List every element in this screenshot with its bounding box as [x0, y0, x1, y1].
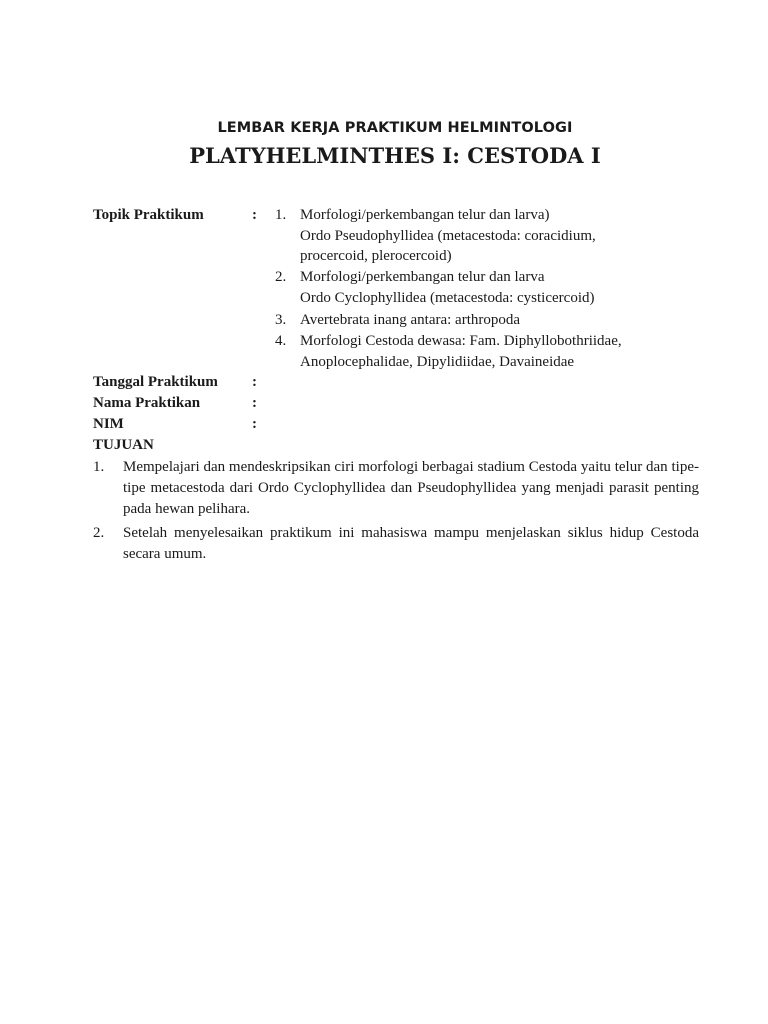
nama-colon: : — [252, 395, 257, 411]
worksheet-title: LEMBAR KERJA PRAKTIKUM HELMINTOLOGI — [217, 120, 573, 136]
topic-2-line-1: Morfologi/perkembangan telur dan larva — [300, 269, 545, 285]
topic-1-line-2: Ordo Pseudophyllidea (metacestoda: coracidium, — [300, 228, 596, 244]
topic-1-number: 1. — [275, 207, 287, 223]
topic-2-number: 2. — [275, 269, 287, 285]
topik-label: Topik Praktikum — [93, 207, 204, 223]
objective-1-number: 1. — [93, 459, 105, 475]
tanggal-label: Tanggal Praktikum — [93, 374, 218, 390]
worksheet-subtitle: PLATYHELMINTHES I: CESTODA I — [189, 143, 601, 168]
nim-label: NIM — [93, 416, 124, 432]
nim-colon: : — [252, 416, 257, 432]
topic-3-number: 3. — [275, 312, 287, 328]
topic-1-line-3: procercoid, plerocercoid) — [300, 248, 452, 264]
topic-2-line-2: Ordo Cyclophyllidea (metacestoda: cysticercoid) — [300, 290, 595, 306]
tujuan-heading: TUJUAN — [93, 437, 154, 453]
topic-4-line-2: Anoplocephalidae, Dipylidiidae, Davaineidae — [300, 354, 575, 370]
nama-label: Nama Praktikan — [93, 395, 201, 411]
tanggal-colon: : — [252, 374, 257, 390]
objective-1-text: Mempelajari dan mendeskripsikan ciri morfologi berbagai stadium Cestoda yaitu telur dan tipe-tipe metacestoda dari Ordo Cyclophyllidea dan Pseudophyllidea yang menjadi parasit penting pada hewan pelihara. — [123, 459, 699, 517]
topic-4-line-1: Morfologi Cestoda dewasa: Fam. Diphyllobothriidae, — [300, 333, 622, 349]
topic-1-line-1: Morfologi/perkembangan telur dan larva) — [300, 207, 550, 223]
topic-4-number: 4. — [275, 333, 287, 349]
topic-3-line-1: Avertebrata inang antara: arthropoda — [300, 312, 521, 328]
objective-2-text: Setelah menyelesaikan praktikum ini mahasiswa mampu menjelaskan siklus hidup Cestoda secara umum. — [123, 525, 699, 562]
topik-colon: : — [252, 207, 257, 223]
objective-2-number: 2. — [93, 525, 105, 541]
